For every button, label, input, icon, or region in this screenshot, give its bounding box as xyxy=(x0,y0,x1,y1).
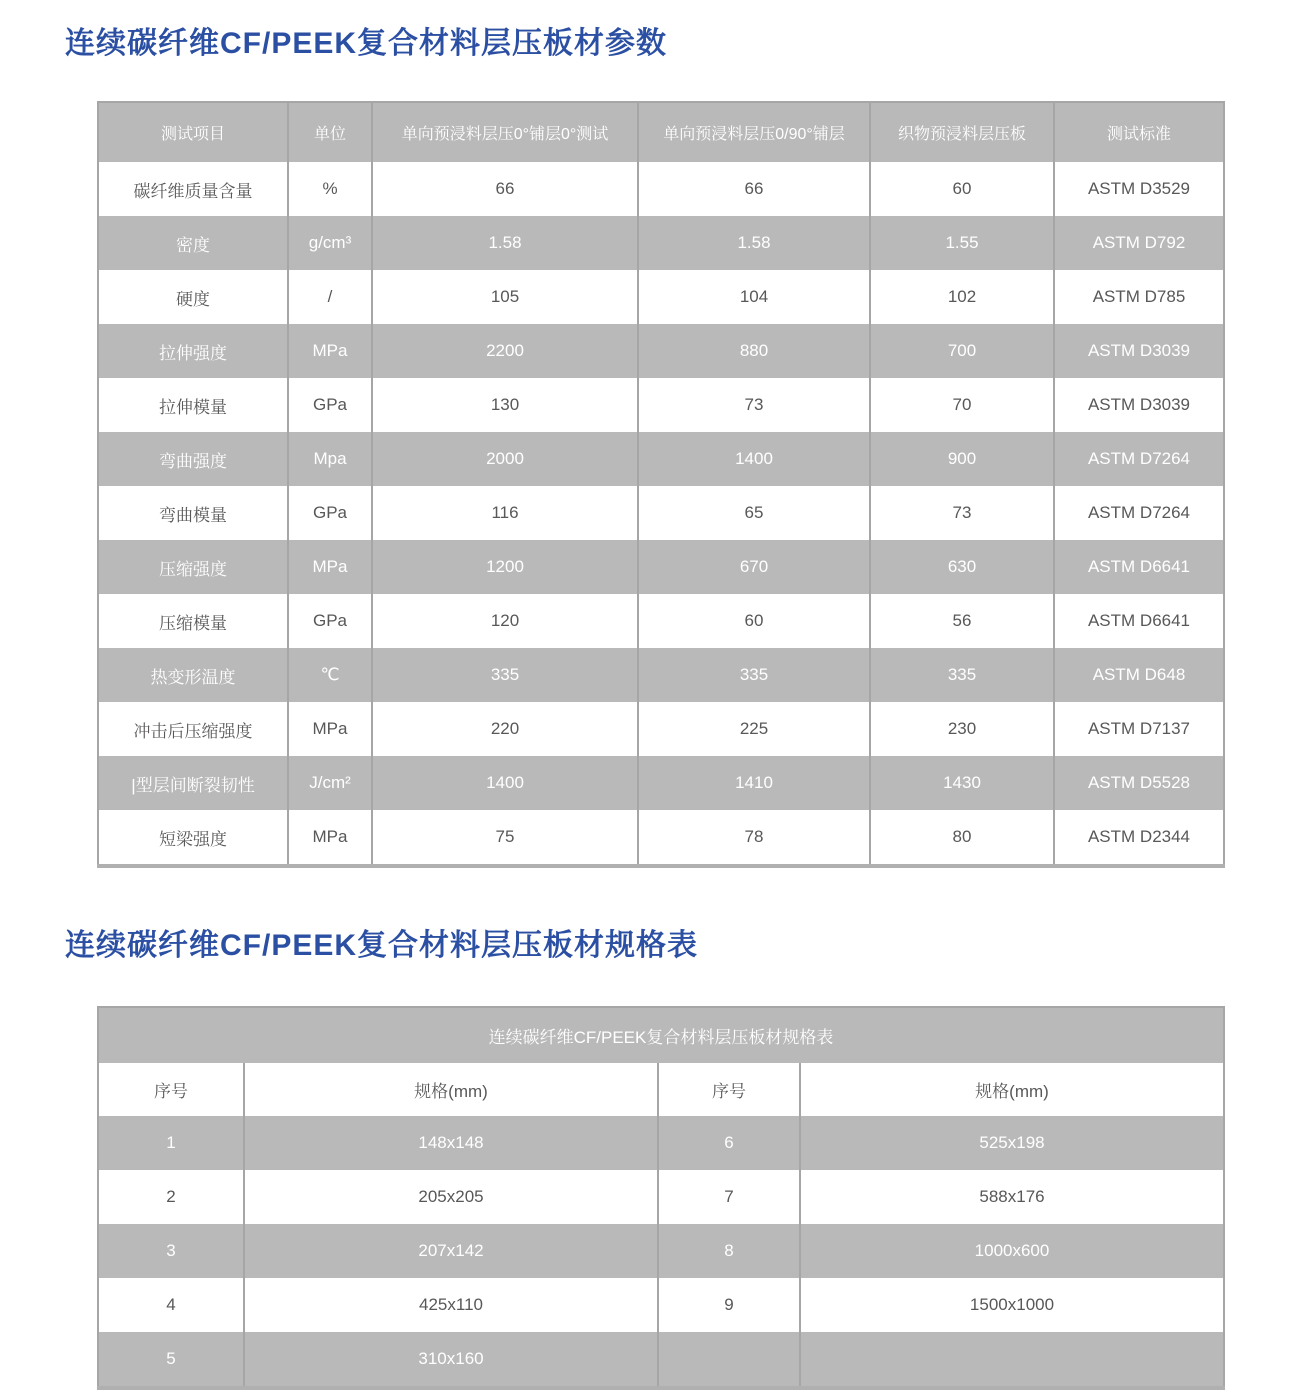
cell: 1430 xyxy=(870,756,1054,810)
cell: ASTM D3529 xyxy=(1054,162,1224,216)
caption-row xyxy=(98,1007,1224,1063)
cell: 880 xyxy=(638,324,870,378)
cell: 66 xyxy=(372,162,638,216)
cell: 1500x1000 xyxy=(800,1278,1224,1332)
cell: 硬度 xyxy=(98,270,288,324)
cell: 105 xyxy=(372,270,638,324)
cell: MPa xyxy=(288,702,372,756)
cell: 116 xyxy=(372,486,638,540)
cell: ASTM D7264 xyxy=(1054,432,1224,486)
table-row xyxy=(98,810,1224,866)
cell: 60 xyxy=(870,162,1054,216)
table-row xyxy=(98,702,1224,756)
cell: ASTM D648 xyxy=(1054,648,1224,702)
cell: ℃ xyxy=(288,648,372,702)
cell: ASTM D6641 xyxy=(1054,594,1224,648)
cell: 1.58 xyxy=(372,216,638,270)
cell: ASTM D3039 xyxy=(1054,324,1224,378)
cell: 70 xyxy=(870,378,1054,432)
cell: ASTM D5528 xyxy=(1054,756,1224,810)
cell: GPa xyxy=(288,594,372,648)
table-row xyxy=(98,486,1224,540)
params-table-header xyxy=(98,102,1224,162)
cell: 225 xyxy=(638,702,870,756)
cell: 1410 xyxy=(638,756,870,810)
cell: 104 xyxy=(638,270,870,324)
cell: 9 xyxy=(658,1278,800,1332)
cell: 1200 xyxy=(372,540,638,594)
cell: 700 xyxy=(870,324,1054,378)
cell: 205x205 xyxy=(244,1170,658,1224)
params-table-container xyxy=(97,101,1223,868)
cell: 630 xyxy=(870,540,1054,594)
header-row xyxy=(98,1063,1224,1116)
cell: 密度 xyxy=(98,216,288,270)
table-row xyxy=(98,162,1224,216)
cell: ASTM D7137 xyxy=(1054,702,1224,756)
cell: 压缩强度 xyxy=(98,540,288,594)
cell: 78 xyxy=(638,810,870,866)
cell: 1.55 xyxy=(870,216,1054,270)
column-header-index-left: 序号 xyxy=(98,1063,244,1116)
column-header-ud-0: 单向预浸料层压0°铺层0°测试 xyxy=(372,102,638,162)
cell: 弯曲强度 xyxy=(98,432,288,486)
cell: 压缩模量 xyxy=(98,594,288,648)
cell: 220 xyxy=(372,702,638,756)
table-row xyxy=(98,324,1224,378)
cell: 弯曲模量 xyxy=(98,486,288,540)
cell: 73 xyxy=(638,378,870,432)
table-row xyxy=(98,432,1224,486)
cell: 80 xyxy=(870,810,1054,866)
spec-table-container xyxy=(97,1006,1223,1390)
cell: 335 xyxy=(638,648,870,702)
cell: 4 xyxy=(98,1278,244,1332)
cell: 65 xyxy=(638,486,870,540)
cell: 拉伸模量 xyxy=(98,378,288,432)
spec-table-header xyxy=(98,1007,1224,1116)
cell: ASTM D785 xyxy=(1054,270,1224,324)
cell: 1.58 xyxy=(638,216,870,270)
cell: 短梁强度 xyxy=(98,810,288,866)
table-row xyxy=(98,594,1224,648)
table-row xyxy=(98,378,1224,432)
cell: 66 xyxy=(638,162,870,216)
cell: 热变形温度 xyxy=(98,648,288,702)
spec-table-caption: 连续碳纤维CF/PEEK复合材料层压板材规格表 xyxy=(98,1007,1224,1063)
cell: 56 xyxy=(870,594,1054,648)
params-table-body xyxy=(98,162,1224,866)
column-header-ud-0-90: 单向预浸料层压0/90°铺层 xyxy=(638,102,870,162)
cell: 2 xyxy=(98,1170,244,1224)
cell: 2200 xyxy=(372,324,638,378)
cell: 525x198 xyxy=(800,1116,1224,1170)
cell: 670 xyxy=(638,540,870,594)
cell: 102 xyxy=(870,270,1054,324)
table-row xyxy=(98,648,1224,702)
cell: 8 xyxy=(658,1224,800,1278)
cell: 冲击后压缩强度 xyxy=(98,702,288,756)
cell: 1400 xyxy=(638,432,870,486)
cell: 6 xyxy=(658,1116,800,1170)
cell: |型层间断裂韧性 xyxy=(98,756,288,810)
cell: 拉伸强度 xyxy=(98,324,288,378)
header-row xyxy=(98,102,1224,162)
cell: J/cm² xyxy=(288,756,372,810)
cell: 425x110 xyxy=(244,1278,658,1332)
cell: 148x148 xyxy=(244,1116,658,1170)
table-row xyxy=(98,216,1224,270)
cell: GPa xyxy=(288,378,372,432)
cell: g/cm³ xyxy=(288,216,372,270)
cell: % xyxy=(288,162,372,216)
cell: 900 xyxy=(870,432,1054,486)
cell: ASTM D6641 xyxy=(1054,540,1224,594)
column-header-standard: 测试标准 xyxy=(1054,102,1224,162)
cell: ASTM D2344 xyxy=(1054,810,1224,866)
cell: 1400 xyxy=(372,756,638,810)
column-header-test-item: 测试项目 xyxy=(98,102,288,162)
cell: ASTM D792 xyxy=(1054,216,1224,270)
cell: 3 xyxy=(98,1224,244,1278)
table-row xyxy=(98,1278,1224,1332)
cell: 120 xyxy=(372,594,638,648)
cell: 230 xyxy=(870,702,1054,756)
cell: 335 xyxy=(372,648,638,702)
cell: 1 xyxy=(98,1116,244,1170)
spec-table-title: 连续碳纤维CF/PEEK复合材料层压板材规格表 xyxy=(65,929,699,962)
cell: ASTM D7264 xyxy=(1054,486,1224,540)
table-row xyxy=(98,540,1224,594)
cell: 7 xyxy=(658,1170,800,1224)
cell: 60 xyxy=(638,594,870,648)
cell: MPa xyxy=(288,324,372,378)
cell: 310x160 xyxy=(244,1332,658,1388)
cell: MPa xyxy=(288,810,372,866)
cell: 73 xyxy=(870,486,1054,540)
spec-table xyxy=(97,1006,1225,1390)
params-table xyxy=(97,101,1225,868)
cell: ASTM D3039 xyxy=(1054,378,1224,432)
cell: 碳纤维质量含量 xyxy=(98,162,288,216)
table-row xyxy=(98,1224,1224,1278)
table-row xyxy=(98,756,1224,810)
cell xyxy=(658,1332,800,1388)
cell xyxy=(800,1332,1224,1388)
cell: 588x176 xyxy=(800,1170,1224,1224)
column-header-size-right: 规格(mm) xyxy=(800,1063,1224,1116)
cell: 2000 xyxy=(372,432,638,486)
table-row xyxy=(98,1170,1224,1224)
cell: Mpa xyxy=(288,432,372,486)
cell: GPa xyxy=(288,486,372,540)
column-header-index-right: 序号 xyxy=(658,1063,800,1116)
cell: / xyxy=(288,270,372,324)
table-row xyxy=(98,1116,1224,1170)
cell: 5 xyxy=(98,1332,244,1388)
column-header-size-left: 规格(mm) xyxy=(244,1063,658,1116)
cell: 75 xyxy=(372,810,638,866)
cell: MPa xyxy=(288,540,372,594)
cell: 1000x600 xyxy=(800,1224,1224,1278)
table-row xyxy=(98,270,1224,324)
table-row xyxy=(98,1332,1224,1388)
cell: 130 xyxy=(372,378,638,432)
spec-table-body xyxy=(98,1116,1224,1388)
cell: 207x142 xyxy=(244,1224,658,1278)
column-header-unit: 单位 xyxy=(288,102,372,162)
params-table-title: 连续碳纤维CF/PEEK复合材料层压板材参数 xyxy=(65,27,668,60)
column-header-fabric: 织物预浸料层压板 xyxy=(870,102,1054,162)
cell: 335 xyxy=(870,648,1054,702)
